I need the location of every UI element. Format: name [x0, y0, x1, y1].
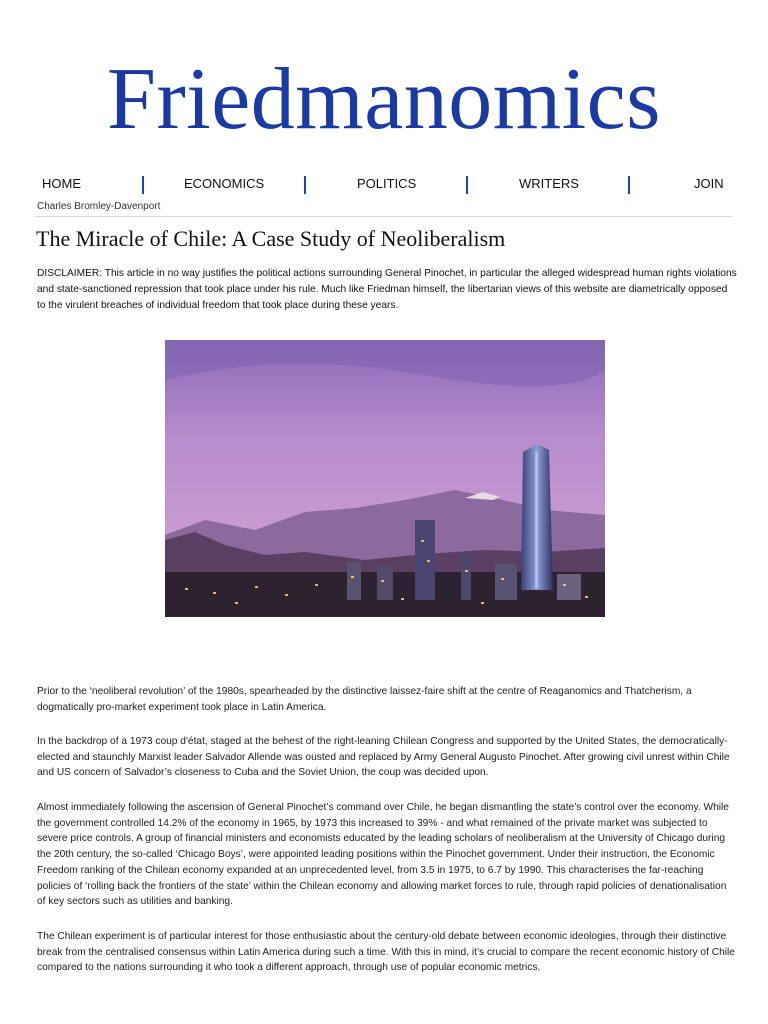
nav-separator: [142, 176, 144, 194]
nav-economics[interactable]: ECONOMICS: [184, 176, 265, 191]
nav-join[interactable]: JOIN: [694, 176, 724, 191]
main-nav: [30, 174, 732, 196]
article-paragraph: In the backdrop of a 1973 coup d'état, staged at the behest of the right-leaning Chilean Congress and supported by the United States, the democratically-elected and staunchly Marxist leader Salvador Allende was ousted and replaced by Army General Augusto Pinochet. After growing civil unrest within Chile and US concern of Salvador’s closeness to Cuba and the Soviet Union, the coup was decided upon.: [37, 736, 730, 779]
article-paragraph: Almost immediately following the ascension of General Pinochet’s command over Chile, he began dismantling the state’s control over the economy. While the government controlled 14.2% of the economy in 1965, by 1973 this increased to 39% - and what remained of the private market was subjected to severe price controls. A group of financial ministers and economists educated by the leading scholars of neoliberalism at the University of Chicago during the 20th century, the so-called ‘Chicago Boys’, were appointed leading positions within the Pinochet government. Under their instruction, the Economic Freedom ranking of the Chilean economy expanded at an unprecedented level, from 3.5 in 1975, to 6.7 by 1990. This characterises the far-reaching policies of ‘rolling back the frontiers of the state’ within the Chilean economy and allowing market forces to rule, through rapid policies of denationalisation of key sectors such as utilities and banking.: [37, 802, 729, 908]
article-paragraph: Prior to the ‘neoliberal revolution’ of the 1980s, spearheaded by the distinctive laissez-faire shift at the centre of Reaganomics and Thatcherism, a dogmatically pro-market experiment took place in Latin America.: [37, 686, 692, 713]
article-paragraph: The Chilean experiment is of particular interest for those enthusiastic about the century-old debate between economic ideologies, through their distinctive break from the centralised consensus within Latin America during such a time. With this in mind, it’s crucial to compare the recent economic history of Chile compared to the nations surrounding it who took a different approach, through use of popular economic metrics.: [37, 931, 735, 974]
nav-politics[interactable]: POLITICS: [357, 176, 417, 191]
nav-home[interactable]: HOME: [42, 176, 81, 191]
nav-separator: [628, 176, 630, 194]
divider: [35, 216, 732, 217]
nav-separator: [466, 176, 468, 194]
santiago-skyline-illustration: [165, 340, 605, 617]
nav-writers[interactable]: WRITERS: [519, 176, 579, 191]
site-title[interactable]: Friedmanomics: [107, 51, 661, 148]
disclaimer: DISCLAIMER: This article in no way justifies the political actions surrounding General Pinochet, in particular the alleged widespread human rights violations and state-sanctioned repression that took place under his rule. Much like Friedman himself, the libertarian views of this website are diametrically opposed to the virulent breaches of individual freedom that took place during these years.: [37, 268, 737, 311]
nav-separator: [304, 176, 306, 194]
hero-image: [165, 340, 605, 617]
article-title: The Miracle of Chile: A Case Study of Neoliberalism: [36, 226, 506, 251]
author-name: Charles Bromley-Davenport: [37, 201, 161, 212]
